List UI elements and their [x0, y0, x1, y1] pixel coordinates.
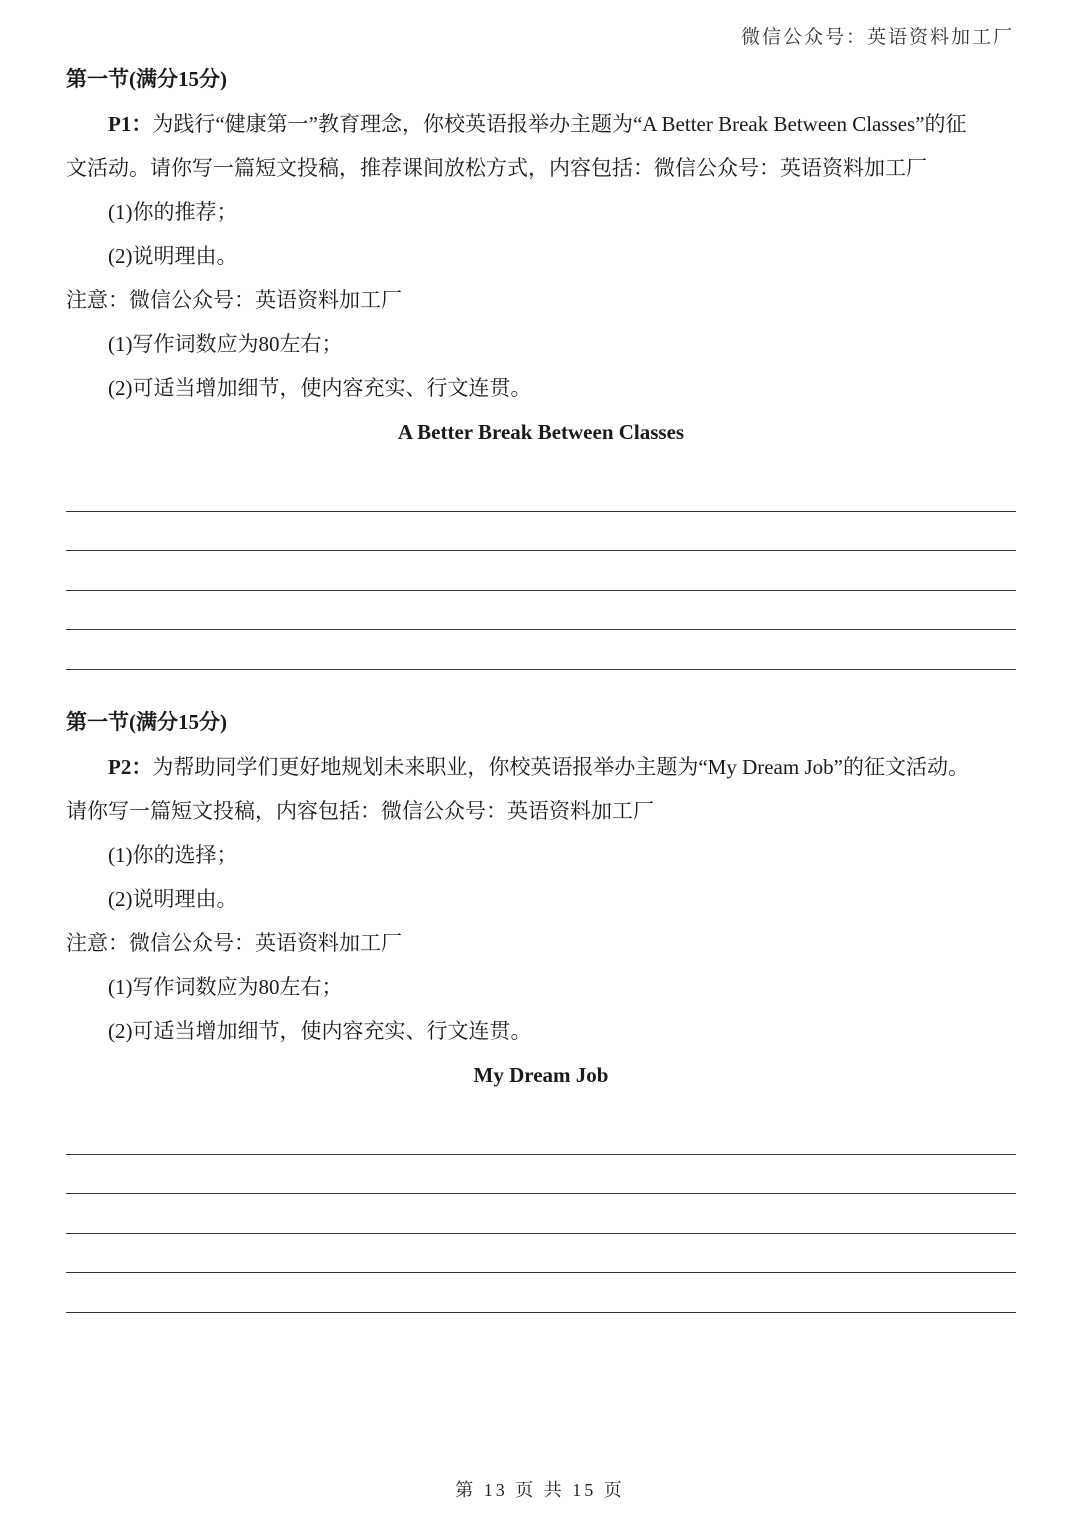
- prompt-line-2: 文活动。请你写一篇短文投稿，推荐课间放松方式，内容包括：微信公众号：英语资料加工厂: [66, 156, 927, 180]
- answer-line[interactable]: [66, 1155, 1016, 1195]
- content-item-1: (1)你的推荐；: [108, 200, 238, 224]
- answer-line[interactable]: [66, 1194, 1016, 1234]
- note-item-1: (1)写作词数应为80左右；: [108, 975, 343, 999]
- answer-line[interactable]: [66, 591, 1016, 631]
- note-label: 注意：微信公众号：英语资料加工厂: [66, 288, 402, 312]
- answer-lines: [66, 1115, 1016, 1313]
- essay-title: My Dream Job: [473, 1063, 609, 1087]
- content-item-2: (2)说明理由。: [108, 244, 238, 268]
- prompt-line-1: [66, 745, 1016, 789]
- section-title: 第一节(满分15分): [66, 67, 227, 91]
- writing-task-2: [66, 705, 1016, 1313]
- answer-line[interactable]: [66, 512, 1016, 552]
- prompt-line-2: 请你写一篇短文投稿，内容包括：微信公众号：英语资料加工厂: [66, 799, 654, 823]
- answer-lines: [66, 472, 1016, 670]
- content-item-1: (1)你的选择；: [108, 843, 238, 867]
- prompt-label: P2：: [108, 755, 153, 779]
- prompt-text: 为践行“健康第一”教育理念，你校英语报举办主题为“A Better Break Between Classes”的征: [152, 112, 967, 136]
- answer-line[interactable]: [66, 472, 1016, 512]
- section-title: 第一节(满分15分): [66, 710, 227, 734]
- answer-line[interactable]: [66, 630, 1016, 670]
- prompt-line-1: [66, 102, 1016, 146]
- page-number: 第 13 页 共 15 页: [455, 1480, 625, 1500]
- note-item-2: (2)可适当增加细节，使内容充实、行文连贯。: [108, 1019, 532, 1043]
- answer-line[interactable]: [66, 1234, 1016, 1274]
- prompt-label: P1：: [108, 112, 153, 136]
- note-item-2: (2)可适当增加细节，使内容充实、行文连贯。: [108, 376, 532, 400]
- essay-title: A Better Break Between Classes: [397, 420, 685, 444]
- content-item-2: (2)说明理由。: [108, 887, 238, 911]
- note-label: 注意：微信公众号：英语资料加工厂: [66, 931, 402, 955]
- note-item-1: (1)写作词数应为80左右；: [108, 332, 343, 356]
- answer-line[interactable]: [66, 551, 1016, 591]
- answer-line[interactable]: [66, 1115, 1016, 1155]
- prompt-text: 为帮助同学们更好地规划未来职业，你校英语报举办主题为“My Dream Job”的征文活动。: [152, 755, 969, 779]
- answer-line[interactable]: [66, 1273, 1016, 1313]
- writing-task-1: [66, 62, 1016, 670]
- page-header: 微信公众号：英语资料加工厂: [740, 27, 1014, 48]
